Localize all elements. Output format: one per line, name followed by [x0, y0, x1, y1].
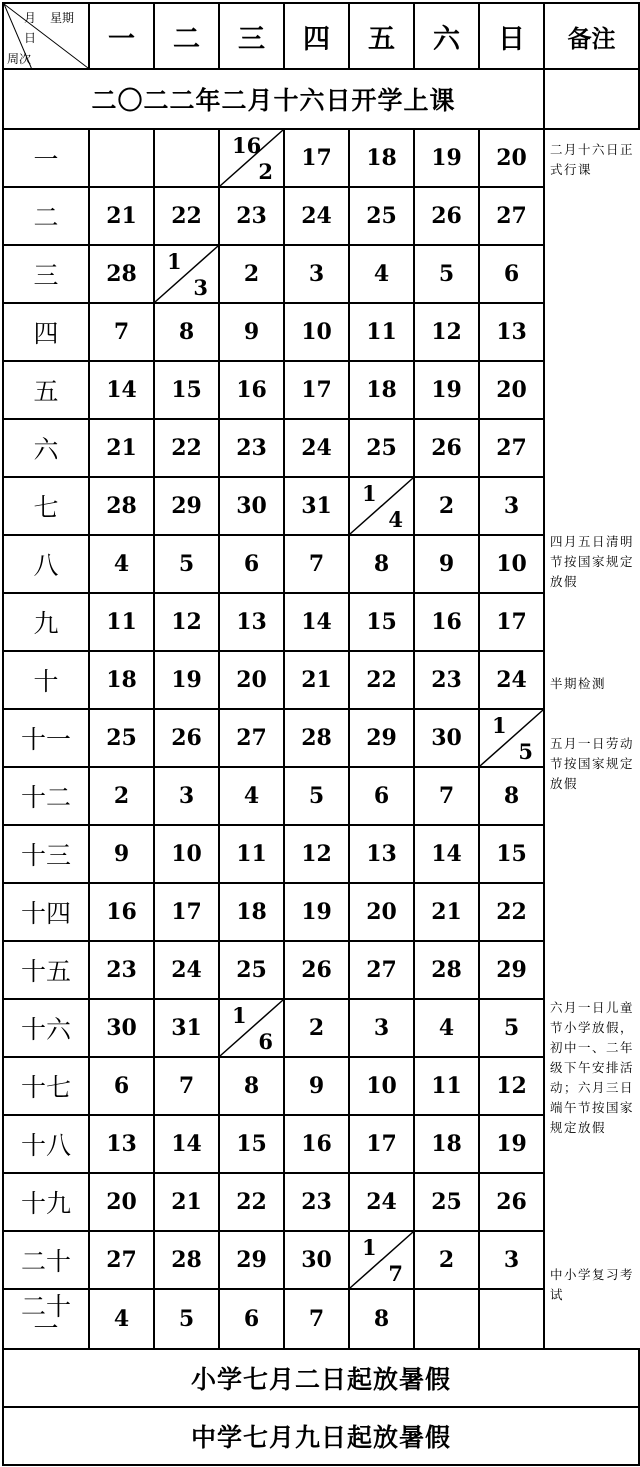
remarks-note: 四月五日清明节按国家规定放假	[550, 534, 635, 589]
week-row	[3, 1057, 639, 1115]
day-cell: 28	[89, 477, 154, 535]
day-cell: 8	[479, 767, 544, 825]
day-cell: 13	[349, 825, 414, 883]
day-cell: 14	[414, 825, 479, 883]
day-cell: 25	[349, 419, 414, 477]
day-cell: 20	[479, 361, 544, 419]
day-cell: 12	[284, 825, 349, 883]
day-cell: 10	[154, 825, 219, 883]
week-number-cell	[3, 941, 89, 999]
week-number-cell	[3, 1289, 89, 1349]
day-cell: 9	[219, 303, 284, 361]
start-banner-row	[3, 69, 639, 129]
week-number-label: 十八	[20, 1131, 71, 1160]
day-cell: 25	[349, 187, 414, 245]
weekday-header-tue: 二	[154, 3, 219, 69]
week-number-cell	[3, 999, 89, 1057]
day-cell: 24	[284, 419, 349, 477]
day-cell: 29	[219, 1231, 284, 1289]
day-cell: 6	[219, 535, 284, 593]
day-number: 1	[362, 1235, 377, 1260]
day-cell: 27	[479, 419, 544, 477]
school-calendar-table	[2, 2, 640, 1466]
day-cell: 28	[284, 709, 349, 767]
new-month-number: 2	[258, 159, 273, 184]
week-number-label: 九	[33, 609, 59, 638]
week-number-label: 十一	[20, 725, 71, 754]
day-cell: 23	[414, 651, 479, 709]
day-number: 16	[232, 133, 262, 158]
week-number-cell	[3, 1057, 89, 1115]
day-cell: 25	[414, 1173, 479, 1231]
day-cell: 17	[349, 1115, 414, 1173]
week-number-label: 四	[33, 319, 59, 348]
cell-diagonal-line	[350, 1232, 413, 1288]
day-cell: 26	[154, 709, 219, 767]
day-cell: 17	[284, 361, 349, 419]
corner-header-cell	[3, 3, 89, 69]
week-row	[3, 129, 639, 187]
day-cell: 3	[349, 999, 414, 1057]
day-cell: 7	[414, 767, 479, 825]
empty-day-cell	[89, 129, 154, 187]
day-cell: 2	[89, 767, 154, 825]
week-number-label: 十	[33, 667, 59, 696]
day-cell: 11	[414, 1057, 479, 1115]
week-row	[3, 883, 639, 941]
month-start-cell	[349, 477, 414, 535]
day-cell: 5	[154, 535, 219, 593]
week-number-label: 十四	[20, 899, 71, 928]
remarks-header: 备注	[544, 3, 639, 69]
day-cell: 9	[284, 1057, 349, 1115]
week-number-cell	[3, 651, 89, 709]
day-cell: 20	[349, 883, 414, 941]
day-cell: 12	[414, 303, 479, 361]
week-number-label: 二	[33, 203, 59, 232]
day-cell: 16	[219, 361, 284, 419]
day-cell: 19	[414, 361, 479, 419]
day-cell: 29	[154, 477, 219, 535]
day-cell: 8	[154, 303, 219, 361]
day-cell: 19	[154, 651, 219, 709]
day-cell: 15	[349, 593, 414, 651]
day-cell: 2	[414, 1231, 479, 1289]
week-row	[3, 187, 639, 245]
weekday-header-sat: 六	[414, 3, 479, 69]
day-cell: 8	[349, 535, 414, 593]
week-number-label: 十五	[20, 957, 71, 986]
new-month-number: 3	[193, 275, 208, 300]
day-cell: 3	[154, 767, 219, 825]
day-cell: 19	[414, 129, 479, 187]
day-cell: 5	[284, 767, 349, 825]
day-cell: 25	[219, 941, 284, 999]
week-row	[3, 1173, 639, 1231]
week-row	[3, 1115, 639, 1173]
footer-row-primary	[3, 1349, 639, 1407]
day-number: 1	[362, 481, 377, 506]
week-number-cell	[3, 825, 89, 883]
week-row	[3, 303, 639, 361]
day-cell: 30	[219, 477, 284, 535]
month-start-cell	[479, 709, 544, 767]
week-number-label: 六	[33, 435, 59, 464]
day-cell: 28	[414, 941, 479, 999]
week-row	[3, 419, 639, 477]
day-cell: 20	[479, 129, 544, 187]
remarks-note: 二月十六日正式行课	[550, 142, 635, 177]
corner-day-label: 日	[24, 31, 37, 45]
week-number-label: 十六	[20, 1015, 71, 1044]
day-cell: 26	[284, 941, 349, 999]
week-number-cell	[3, 1231, 89, 1289]
day-cell: 22	[154, 419, 219, 477]
weekday-header-wed: 三	[219, 3, 284, 69]
day-cell: 22	[219, 1173, 284, 1231]
week-number-cell	[3, 245, 89, 303]
week-row	[3, 535, 639, 593]
day-cell: 17	[154, 883, 219, 941]
day-cell: 11	[89, 593, 154, 651]
remarks-note: 中小学复习考试	[550, 1267, 635, 1302]
day-cell: 17	[479, 593, 544, 651]
corner-week-label: 周次	[7, 52, 32, 66]
month-start-cell	[349, 1231, 414, 1289]
day-cell: 23	[89, 941, 154, 999]
day-cell: 24	[479, 651, 544, 709]
day-cell: 6	[89, 1057, 154, 1115]
day-number: 1	[492, 713, 507, 738]
week-number-cell	[3, 477, 89, 535]
week-row	[3, 941, 639, 999]
day-cell: 6	[349, 767, 414, 825]
day-cell: 22	[349, 651, 414, 709]
footer-row-middle	[3, 1407, 639, 1465]
middle-school-vacation-banner: 中学七月九日起放暑假	[3, 1407, 639, 1465]
day-cell: 18	[414, 1115, 479, 1173]
day-cell: 5	[154, 1289, 219, 1349]
day-cell: 10	[479, 535, 544, 593]
week-number-cell	[3, 361, 89, 419]
month-start-cell	[219, 999, 284, 1057]
empty-day-cell	[154, 129, 219, 187]
day-cell: 7	[284, 535, 349, 593]
empty-day-cell	[479, 1289, 544, 1349]
day-cell: 14	[89, 361, 154, 419]
day-cell: 5	[414, 245, 479, 303]
day-cell: 25	[89, 709, 154, 767]
day-cell: 10	[284, 303, 349, 361]
day-cell: 15	[219, 1115, 284, 1173]
remarks-note: 六月一日儿童节小学放假，初中一、二年级下午安排活动；六月三日端午节按国家规定放假	[550, 1000, 635, 1135]
day-cell: 27	[219, 709, 284, 767]
primary-school-vacation-banner: 小学七月二日起放暑假	[3, 1349, 639, 1407]
week-number-label: 八	[33, 551, 59, 580]
week-number-cell	[3, 303, 89, 361]
day-cell: 12	[154, 593, 219, 651]
corner-weekday-label: 星期	[50, 11, 75, 25]
week-number-cell	[3, 419, 89, 477]
day-cell: 10	[349, 1057, 414, 1115]
day-cell: 26	[479, 1173, 544, 1231]
day-cell: 21	[154, 1173, 219, 1231]
new-month-number: 5	[518, 739, 533, 764]
day-cell: 16	[284, 1115, 349, 1173]
day-cell: 4	[349, 245, 414, 303]
day-cell: 20	[89, 1173, 154, 1231]
remarks-note: 半期检测	[550, 676, 607, 691]
day-cell: 15	[479, 825, 544, 883]
day-cell: 7	[89, 303, 154, 361]
week-number-label: 十二	[20, 783, 71, 812]
week-number-label: 五	[33, 377, 59, 406]
week-number-cell	[3, 1173, 89, 1231]
day-cell: 27	[479, 187, 544, 245]
week-row	[3, 999, 639, 1057]
day-cell: 18	[349, 361, 414, 419]
day-cell: 23	[219, 419, 284, 477]
day-cell: 17	[284, 129, 349, 187]
week-row	[3, 477, 639, 535]
day-cell: 21	[89, 187, 154, 245]
day-cell: 3	[479, 1231, 544, 1289]
remarks-note: 五月一日劳动节按国家规定放假	[550, 736, 635, 791]
week-row	[3, 651, 639, 709]
day-cell: 24	[154, 941, 219, 999]
day-number: 1	[167, 249, 182, 274]
day-cell: 11	[219, 825, 284, 883]
week-number-label: 一	[33, 145, 59, 174]
day-cell: 29	[349, 709, 414, 767]
cell-diagonal-line	[220, 1000, 283, 1056]
day-cell: 4	[414, 999, 479, 1057]
day-cell: 27	[89, 1231, 154, 1289]
week-number-label: 十三	[20, 841, 71, 870]
day-cell: 3	[479, 477, 544, 535]
week-row	[3, 1231, 639, 1289]
day-cell: 9	[414, 535, 479, 593]
start-banner: 二〇二二年二月十六日开学上课	[3, 69, 544, 129]
week-number-cell	[3, 709, 89, 767]
week-row	[3, 709, 639, 767]
header-row	[3, 3, 639, 69]
day-cell: 2	[219, 245, 284, 303]
week-number-label: 二十	[20, 1247, 71, 1276]
day-cell: 27	[349, 941, 414, 999]
day-cell: 21	[89, 419, 154, 477]
day-cell: 13	[479, 303, 544, 361]
cell-diagonal-line	[155, 246, 218, 302]
day-cell: 18	[219, 883, 284, 941]
day-cell: 9	[89, 825, 154, 883]
day-cell: 6	[479, 245, 544, 303]
week-number-label: 二十一	[20, 1291, 71, 1343]
day-cell: 30	[414, 709, 479, 767]
day-cell: 26	[414, 187, 479, 245]
week-row	[3, 767, 639, 825]
cell-diagonal-line	[350, 478, 413, 534]
week-number-cell	[3, 187, 89, 245]
day-cell: 2	[414, 477, 479, 535]
day-cell: 18	[89, 651, 154, 709]
day-cell: 4	[89, 535, 154, 593]
day-cell: 31	[284, 477, 349, 535]
day-cell: 5	[479, 999, 544, 1057]
day-number: 1	[232, 1003, 247, 1028]
day-cell: 26	[414, 419, 479, 477]
day-cell: 24	[349, 1173, 414, 1231]
week-number-cell	[3, 535, 89, 593]
day-cell: 21	[284, 651, 349, 709]
corner-month-label: 月	[24, 11, 37, 25]
month-start-cell	[154, 245, 219, 303]
new-month-number: 7	[388, 1261, 403, 1286]
weekday-header-mon: 一	[89, 3, 154, 69]
weekday-header-sun: 日	[479, 3, 544, 69]
weekday-header-thu: 四	[284, 3, 349, 69]
day-cell: 23	[284, 1173, 349, 1231]
week-number-cell	[3, 129, 89, 187]
day-cell: 28	[89, 245, 154, 303]
week-number-cell	[3, 767, 89, 825]
month-start-cell	[219, 129, 284, 187]
week-row	[3, 1289, 639, 1349]
day-cell: 16	[89, 883, 154, 941]
day-cell: 11	[349, 303, 414, 361]
day-cell: 13	[89, 1115, 154, 1173]
day-cell: 12	[479, 1057, 544, 1115]
new-month-number: 6	[258, 1029, 273, 1054]
day-cell: 15	[154, 361, 219, 419]
day-cell: 21	[414, 883, 479, 941]
weekday-header-fri: 五	[349, 3, 414, 69]
day-cell: 6	[219, 1289, 284, 1349]
day-cell: 13	[219, 593, 284, 651]
week-row	[3, 593, 639, 651]
week-number-label: 三	[33, 261, 59, 290]
week-row	[3, 361, 639, 419]
day-cell: 28	[154, 1231, 219, 1289]
day-cell: 30	[284, 1231, 349, 1289]
week-number-cell	[3, 593, 89, 651]
day-cell: 8	[349, 1289, 414, 1349]
day-cell: 31	[154, 999, 219, 1057]
day-cell: 4	[89, 1289, 154, 1349]
day-cell: 22	[154, 187, 219, 245]
day-cell: 19	[479, 1115, 544, 1173]
empty-day-cell	[414, 1289, 479, 1349]
day-cell: 20	[219, 651, 284, 709]
day-cell: 4	[219, 767, 284, 825]
week-row	[3, 245, 639, 303]
day-cell: 16	[414, 593, 479, 651]
week-number-cell	[3, 883, 89, 941]
day-cell: 8	[219, 1057, 284, 1115]
week-number-label: 十七	[20, 1073, 71, 1102]
week-row	[3, 825, 639, 883]
day-cell: 19	[284, 883, 349, 941]
day-cell: 7	[284, 1289, 349, 1349]
day-cell: 29	[479, 941, 544, 999]
day-cell: 14	[284, 593, 349, 651]
day-cell: 3	[284, 245, 349, 303]
day-cell: 23	[219, 187, 284, 245]
week-number-label: 七	[33, 493, 59, 522]
day-cell: 24	[284, 187, 349, 245]
cell-diagonal-line	[480, 710, 543, 766]
week-number-label: 十九	[20, 1189, 71, 1218]
day-cell: 2	[284, 999, 349, 1057]
week-number-cell	[3, 1115, 89, 1173]
remarks-column	[544, 69, 639, 1302]
day-cell: 14	[154, 1115, 219, 1173]
day-cell: 18	[349, 129, 414, 187]
new-month-number: 4	[388, 507, 403, 532]
day-cell: 30	[89, 999, 154, 1057]
day-cell: 7	[154, 1057, 219, 1115]
day-cell: 22	[479, 883, 544, 941]
